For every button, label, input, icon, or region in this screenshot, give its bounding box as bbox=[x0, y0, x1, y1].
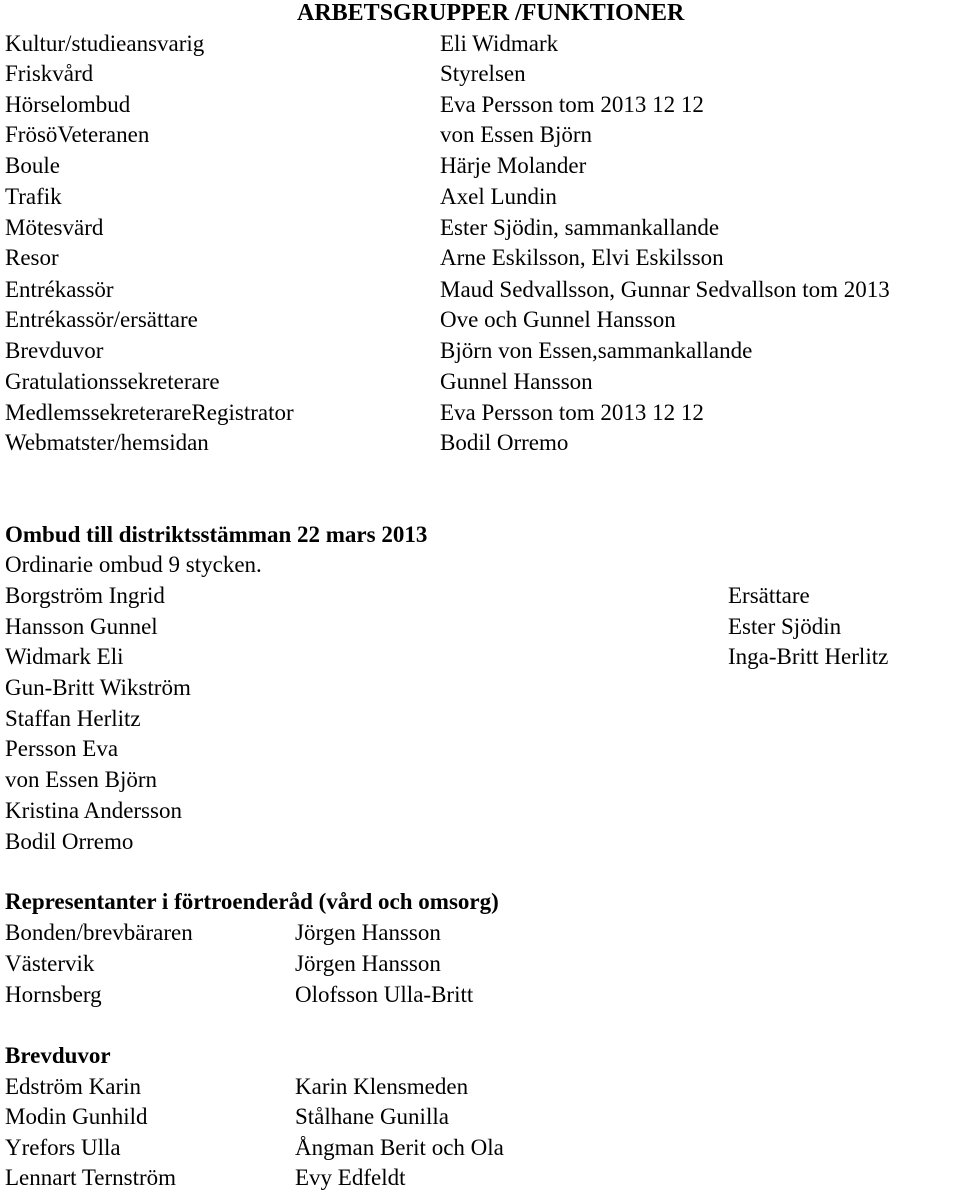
role-label: Entrékassör bbox=[5, 277, 114, 302]
role-label: FrösöVeteranen bbox=[5, 122, 150, 147]
role-label: Mötesvärd bbox=[5, 215, 104, 240]
brevduvor-left-name: Yrefors Ulla bbox=[5, 1135, 121, 1160]
role-label: Gratulationssekreterare bbox=[5, 369, 220, 394]
role-label: Friskvård bbox=[5, 61, 94, 86]
role-label: Kultur/studieansvarig bbox=[5, 31, 205, 56]
representant-person: Jörgen Hansson bbox=[295, 920, 441, 945]
ombud-heading: Ombud till distriktsstämman 22 mars 2013 bbox=[5, 522, 428, 547]
role-person: Ove och Gunnel Hansson bbox=[440, 307, 676, 332]
representanter-heading: Representanter i förtroenderåd (vård och omsorg) bbox=[5, 889, 499, 914]
ombud-name: Persson Eva bbox=[5, 736, 119, 761]
role-label: Trafik bbox=[5, 184, 62, 209]
ombud-name: Borgström Ingrid bbox=[5, 583, 165, 608]
representant-person: Olofsson Ulla-Britt bbox=[295, 982, 474, 1007]
role-person: Eva Persson tom 2013 12 12 bbox=[440, 92, 704, 117]
role-person: Styrelsen bbox=[440, 61, 526, 86]
ombud-subheading: Ordinarie ombud 9 stycken. bbox=[5, 552, 262, 577]
ombud-name: Bodil Orremo bbox=[5, 829, 134, 854]
role-person: Gunnel Hansson bbox=[440, 369, 593, 394]
role-label: Entrékassör/ersättare bbox=[5, 307, 198, 332]
brevduvor-left-name: Modin Gunhild bbox=[5, 1104, 148, 1129]
role-person: Bodil Orremo bbox=[440, 430, 569, 455]
brevduvor-right-name: Karin Klensmeden bbox=[295, 1074, 469, 1099]
role-person: Björn von Essen,sammankallande bbox=[440, 338, 753, 363]
role-label: Boule bbox=[5, 153, 60, 178]
role-person: Eli Widmark bbox=[440, 31, 559, 56]
role-label: Resor bbox=[5, 245, 59, 270]
brevduvor-left-name: Edström Karin bbox=[5, 1074, 142, 1099]
ombud-name: Widmark Eli bbox=[5, 644, 124, 669]
representant-place: Hornsberg bbox=[5, 982, 102, 1007]
ombud-name: Staffan Herlitz bbox=[5, 706, 141, 731]
brevduvor-right-name: Stålhane Gunilla bbox=[295, 1104, 449, 1129]
ombud-name: Kristina Andersson bbox=[5, 798, 182, 823]
role-person: von Essen Björn bbox=[440, 122, 593, 147]
page-title: ARBETSGRUPPER /FUNKTIONER bbox=[297, 0, 685, 26]
representant-person: Jörgen Hansson bbox=[295, 951, 441, 976]
brevduvor-right-name: Evy Edfeldt bbox=[295, 1165, 406, 1190]
role-label: Brevduvor bbox=[5, 338, 104, 363]
role-person: Eva Persson tom 2013 12 12 bbox=[440, 400, 704, 425]
ombud-name: von Essen Björn bbox=[5, 767, 158, 792]
brevduvor-heading: Brevduvor bbox=[5, 1043, 111, 1068]
role-person: Ester Sjödin, sammankallande bbox=[440, 215, 720, 240]
brevduvor-left-name: Lennart Ternström bbox=[5, 1165, 177, 1190]
representant-place: Västervik bbox=[5, 951, 95, 976]
ombud-name: Hansson Gunnel bbox=[5, 614, 158, 639]
ersattare-name: Ester Sjödin bbox=[728, 614, 842, 639]
brevduvor-right-name: Ångman Berit och Ola bbox=[295, 1135, 504, 1160]
role-label: Webmatster/hemsidan bbox=[5, 430, 209, 455]
role-label: Hörselombud bbox=[5, 92, 131, 117]
role-label: MedlemssekreterareRegistrator bbox=[5, 400, 294, 425]
ombud-name: Gun-Britt Wikström bbox=[5, 675, 191, 700]
role-person: Arne Eskilsson, Elvi Eskilsson bbox=[440, 245, 724, 270]
ersattare-name: Inga-Britt Herlitz bbox=[728, 644, 889, 669]
representant-place: Bonden/brevbäraren bbox=[5, 920, 193, 945]
role-person: Härje Molander bbox=[440, 153, 587, 178]
role-person: Axel Lundin bbox=[440, 184, 557, 209]
ersattare-label: Ersättare bbox=[728, 583, 810, 608]
role-person: Maud Sedvallsson, Gunnar Sedvallson tom 2013 bbox=[440, 277, 890, 302]
